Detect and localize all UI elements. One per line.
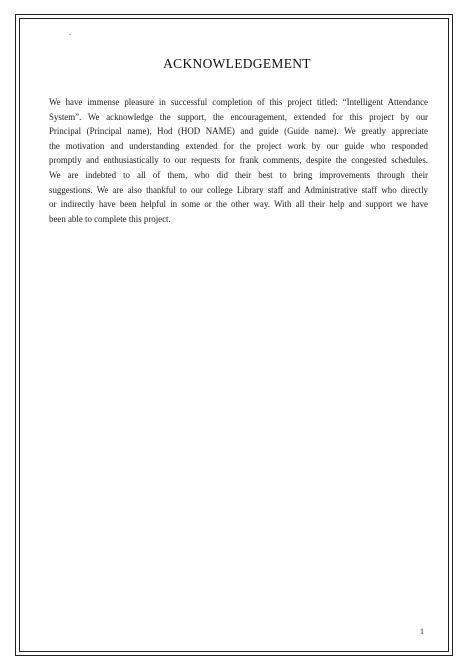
paragraph-line: Principal (Principal name), Hod (HOD NAME) and guide (Guide name). We greatly appreciate <box>49 126 428 137</box>
paragraph-line: System”. We acknowledge the support, the encouragement, extended for this project by our <box>49 111 428 122</box>
paragraph-line: We are indebted to all of them, who did their best to bring improvements through their <box>49 169 428 180</box>
paragraph-line: promptly and enthusiastically to our requests for frank comments, despite the congested schedules. <box>49 155 428 166</box>
paragraph-line: We have immense pleasure in successful completion of this project titled: “Intelligent Attendance <box>49 97 428 107</box>
paragraph-line: or indirectly have been helpful in some or the other way. With all their help and support we have <box>49 199 428 210</box>
document-title: ACKNOWLEDGEMENT <box>163 56 311 71</box>
paragraph-line: suggestions. We are also thankful to our college Library staff and Administrative staff who directly <box>49 184 428 195</box>
page-number: 1 <box>420 627 424 636</box>
paragraph-line: been able to complete this project. <box>49 213 171 224</box>
paragraph-line: the motivation and understanding extended for the project work by our guide who responded <box>49 140 428 151</box>
acknowledgement-paragraph <box>49 95 428 226</box>
stray-mark: . <box>69 28 71 37</box>
